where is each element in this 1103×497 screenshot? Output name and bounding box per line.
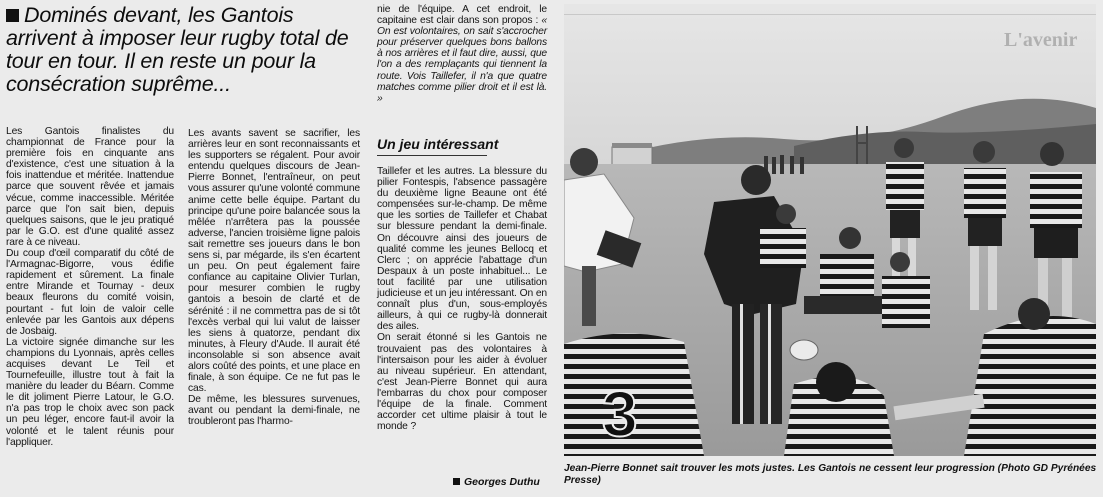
captain-quote: « On est volontaires, on sait s'accrocher pour préserver quelques bons ballons à nos arrières et il faut dire, aussi, que l'on a des remplaçants qui tiennent la route. Vois Taillefer, il n'a que quatre matches comme pilier droit et il est là. »: [377, 15, 547, 104]
photo-caption: Jean-Pierre Bonnet sait trouver les mots justes. Les Gantois ne cessent leur progression (Photo GD Pyrénées Presse): [564, 463, 1097, 486]
column3-intro: nie de l'équipe. A cet endroit, le capitaine est clair dans son propos :: [377, 4, 547, 27]
author-name: Georges Duthu: [464, 476, 540, 488]
section-subheading: Un jeu intéressant: [377, 136, 499, 152]
team-photo: [564, 4, 1096, 456]
headline: [6, 4, 368, 96]
square-bullet-icon: [453, 478, 460, 485]
subheading-rule: [377, 155, 487, 156]
svg-text:3: 3: [602, 378, 638, 450]
headline-text: Dominés devant, les Gantois arrivent à imposer leur rugby total de tour en tour. Il en reste un pour la consécration suprême...: [6, 3, 349, 96]
article-column-2: Les avants savent se sacrifier, les arrières leur en sont reconnaissants et les supporters se régalent. Pour avoir entendu quelques discours de Jean-Pierre Bonnet, l'entraîneur, on peut vous assurer qu'une volonté commune anime cette belle équipe. Partant du principe qu'une poire balancée sous la mêlée n'arrêtera pas la poussée adverse, l'ancien troisième ligne palois sait remettre ses joueurs dans le bon sens si, par mégarde, ils s'en écartent un peu. On peut également faire confiance au capitaine Olivier Turlan, pour mesurer combien le rugby gantois a besoin de clarté et de sérénité : il ne commettra pas de si tôt l'excès verbal qui lui valut de laisser les siens à quatorze, pendant dix minutes, à Fleury d'Aude. Il aurait été inconsolable si son absence avait alors coûté des points, et une place en finale, à son équipe. Ce ne fut pas le cas. De même, les blessures survenues, avant ou pendant la demi-finale, ne troubleront pas l'harmo-: [188, 128, 360, 428]
square-bullet-icon: [6, 9, 19, 22]
article-column-3-top: [377, 4, 547, 104]
article-column-1: Les Gantois finalistes du championnat de France pour la première fois en cinquante ans d'existence, c'est une situation à la fois inattendue et méritée. Inattendue parce que souvent rêvée et jamais vécue, comme inaccessible. Méritée parce que l'on sait bien, depuis quelques saisons, que le jeu pratiqué par le G.O. est d'une qualité assez rare à ce niveau. Du coup d'œil comparatif du côté de l'Armagnac-Bigorre, vous édifie rapidement et sûrement. La finale entre Mirande et Tournay - deux beaux fleurons du comité voisin, pourtant - fut loin de valoir celle enlevée par les Gantois aux dépens de Josbaig. La victoire signée dimanche sur les champions du Lyonnais, après celles acquises devant Le Teil et Tournefeuille, illustre tout à fait la manière du leader du Béarn. Comme le dit joliment Pierre Latour, le G.O. n'a pas trop le choix avec son pack un peu léger, encore faut-il avoir la volonté et le talent réunis pour l'appliquer.: [6, 126, 174, 448]
bleed-through-text: L'avenir: [1004, 29, 1078, 51]
author-signature: [453, 476, 540, 488]
article-column-3-bottom: Taillefer et les autres. La blessure du pilier Fontespis, l'absence passagère du deuxième ligne Beaune ont été compensées sur-le-champ. De même que les sorties de Taillefer et Chabat sur blessure pendant la demi-finale. On découvre ainsi des joueurs de qualité comme les jeunes Bellocq et Clerc ; on apprécie l'abattage d'un Despaux à un poste inhabituel... Le tout facilité par une utilisation judicieuse et un jeu intéressant. On en connaît plus d'un, sous-employés ailleurs, à qui ce rugby-là donnerait des ailes. On serait étonné si les Gantois ne trouvaient pas des volontaires à l'intersaison pour les aider à évoluer au niveau supérieur. En attendant, c'est Jean-Pierre Bonnet qui aura l'embarras du chox pour composer l'équipe de la finale. Comment accorder cet ultime plaisir à tout le monde ?: [377, 166, 547, 433]
